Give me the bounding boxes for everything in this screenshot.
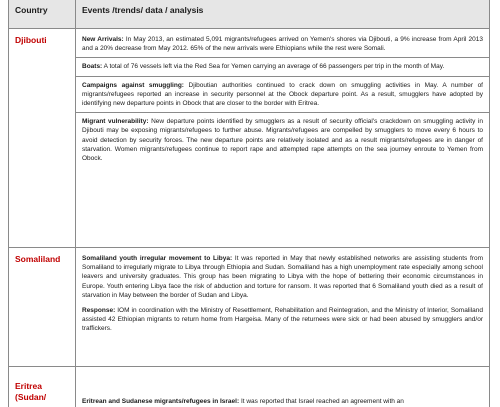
paragraph-response — [82, 306, 483, 334]
country-name: Somaliland — [15, 254, 61, 264]
events-cell — [76, 367, 489, 407]
country-name: Djibouti — [15, 35, 47, 45]
events-cell — [76, 248, 489, 366]
country-cell — [9, 248, 76, 366]
table-row — [9, 29, 489, 248]
divider — [76, 112, 489, 113]
paragraph-label: Campaigns against smuggling: — [82, 81, 184, 89]
paragraph-text: It was reported in May that newly established networks are assisting students from Somaliland to irregularly migrate to Libya through Ethiopia and Sudan. Somaliland has a high unemployment rate especially among school leavers and university graduates. This group has been migrating to Libya with the hope of bettering their economic circumstances in Europe. Youth entering Libya face the risk of abduction and torture for ransom. It was reported that 6 Somaliland youth died as a result of starvation in May between the border of Sudan and Libya. — [82, 255, 483, 299]
paragraph-label: Response: — [82, 307, 116, 315]
paragraph-campaigns — [82, 81, 483, 109]
paragraph-text: New departure points identified by smugglers as a result of security official's crackdown on smuggling activity in Djibouti may be exposing migrants/refugees to further abuse. Migrants/refugees are compelled by smugglers to move every 6 hours to avoid detection by security forces. The new departure points are relatively isolated and as a result migrants/refugees are in danger of starvation. Women migrants/refugees continue to report rape and attempted rape attempts on the sea journey enroute to Yemen from Obock. — [82, 118, 483, 163]
header-country: Country — [9, 0, 76, 28]
country-cell — [9, 29, 76, 247]
divider — [76, 57, 489, 58]
events-cell — [76, 29, 489, 247]
paragraph-israel — [82, 397, 483, 406]
paragraph-youth-movement — [82, 254, 483, 300]
paragraph-text: IOM in coordination with the Ministry of Resettlement, Rehabilitation and Reintegration, and the Ministry of Interior, Somaliland assisted 42 Ethiopian migrants to return home from Hargeisa. Many of the returnees were sick or had been abused by smugglers and/or traffickers. — [82, 307, 483, 333]
paragraph-text: In May 2013, an estimated 5,091 migrants/refugees arrived on Yemen's shores via Djibouti, a 9% increase from April 2013 and a 20% decrease from May 2012. 65% of the new arrivals were Ethiopians while the rest were Somali. — [82, 36, 483, 53]
table-row — [9, 248, 489, 367]
paragraph-label: Migrant vulnerability: — [82, 118, 149, 126]
paragraph-label: Somaliland youth irregular movement to Libya: — [82, 255, 233, 262]
paragraph-vulnerability — [82, 117, 483, 163]
paragraph-boats — [82, 62, 483, 71]
paragraph-label: Eritrean and Sudanese migrants/refugees in Israel: — [82, 398, 240, 405]
table-row — [9, 367, 489, 407]
header-events: Events /trends/ data / analysis — [82, 5, 204, 15]
events-table — [8, 0, 490, 407]
paragraph-text: Djiboutian authorities continued to crack down on smuggling activities in May. A number of migrants/refugees reported an increase in security personnel at the Obock departure point. As a result, smugglers have adopted by identifying new departure points in Obock that are closer to the border with Eritrea. — [82, 81, 483, 108]
divider — [76, 76, 489, 77]
country-cell — [9, 367, 76, 407]
table-header-row — [9, 0, 489, 29]
paragraph-label: New Arrivals: — [82, 36, 124, 43]
paragraph-label: Boats: — [82, 63, 103, 71]
paragraph-text: It was reported that Israel reached an agreement with an — [239, 398, 404, 405]
country-name-line2: (Sudan/ — [15, 392, 47, 402]
paragraph-text: A total of 76 vessels left via the Red Sea for Yemen carrying an average of 66 passengers per trip in the month of May. — [102, 63, 445, 71]
country-name-line1: Eritrea — [15, 381, 42, 391]
paragraph-new-arrivals — [82, 35, 483, 53]
